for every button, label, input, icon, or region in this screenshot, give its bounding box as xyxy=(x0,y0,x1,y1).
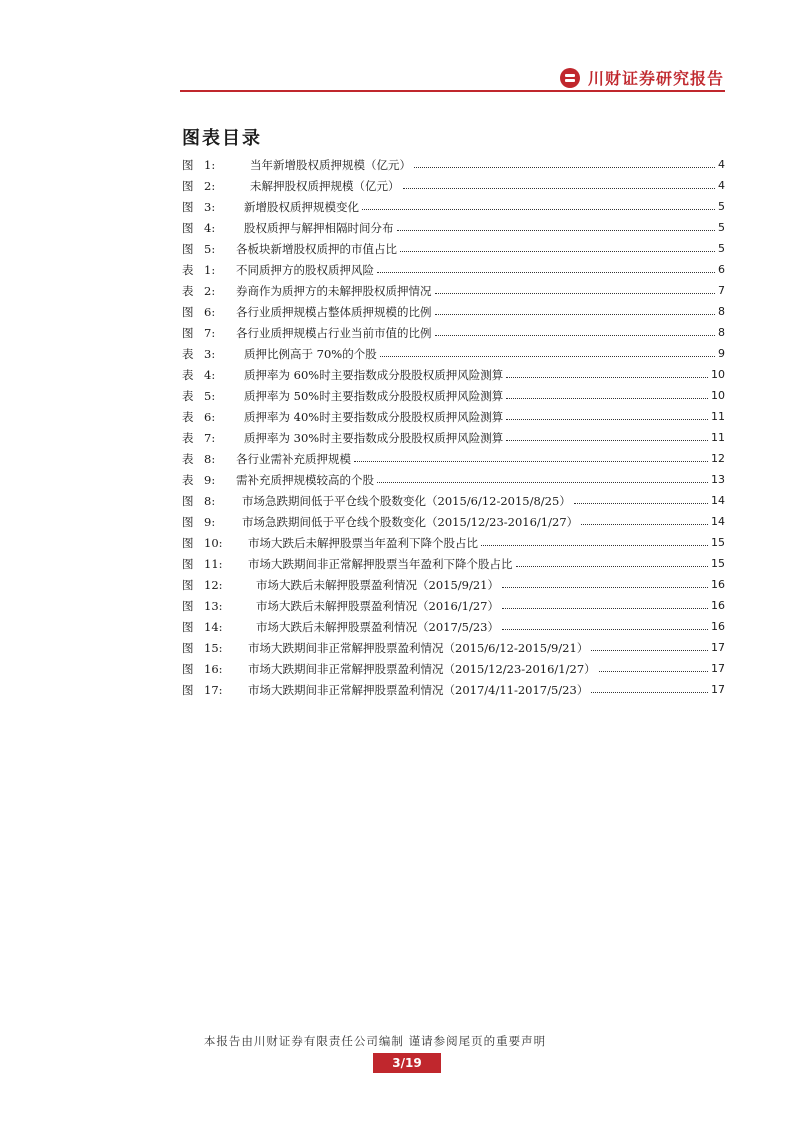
toc-entry[interactable] xyxy=(182,490,725,511)
toc-entry-type: 图 xyxy=(182,661,194,676)
toc-entry-number: 2: xyxy=(204,283,216,298)
toc-dot-leader xyxy=(362,209,715,210)
toc-entry-type: 图 xyxy=(182,178,194,193)
toc-entry[interactable] xyxy=(182,238,725,259)
toc-entry[interactable] xyxy=(182,259,725,280)
toc-entry-type: 图 xyxy=(182,556,194,571)
toc-entry[interactable] xyxy=(182,301,725,322)
toc-entry-type: 图 xyxy=(182,304,194,319)
toc-entry-title: 质押率为 60%时主要指数成分股股权质押风险测算 xyxy=(244,367,504,382)
toc-entry[interactable] xyxy=(182,637,725,658)
toc-entry-number: 11: xyxy=(204,556,223,571)
toc-entry-number: 16: xyxy=(204,661,223,676)
toc-entry-number: 2: xyxy=(204,178,216,193)
toc-dot-leader xyxy=(414,167,715,168)
toc-entry-type: 图 xyxy=(182,220,194,235)
toc-entry-page: 10 xyxy=(711,389,725,402)
toc-entry-type: 表 xyxy=(182,409,194,424)
toc-dot-leader xyxy=(377,482,708,483)
toc-entry[interactable] xyxy=(182,448,725,469)
toc-entry-title: 未解押股权质押规模（亿元） xyxy=(250,178,400,193)
toc-dot-leader xyxy=(502,629,708,630)
toc-entry-title: 质押率为 30%时主要指数成分股股权质押风险测算 xyxy=(244,430,504,445)
toc-entry-type: 图 xyxy=(182,682,194,697)
toc-entry-type: 图 xyxy=(182,157,194,172)
toc-dot-leader xyxy=(506,440,708,441)
toc-entry-number: 3: xyxy=(204,346,216,361)
header-divider xyxy=(180,90,725,92)
toc-entry[interactable] xyxy=(182,406,725,427)
toc-entry-title: 质押率为 50%时主要指数成分股股权质押风险测算 xyxy=(244,388,504,403)
toc-entry-page: 5 xyxy=(718,221,725,234)
toc-entry-number: 10: xyxy=(204,535,223,550)
toc-entry-type: 图 xyxy=(182,535,194,550)
toc-entry-title: 当年新增股权质押规模（亿元） xyxy=(250,157,411,172)
toc-entry-title: 券商作为质押方的未解押股权质押情况 xyxy=(236,283,432,298)
toc-entry-page: 11 xyxy=(711,410,725,423)
toc-dot-leader xyxy=(502,587,708,588)
toc-entry[interactable] xyxy=(182,322,725,343)
toc-entry-number: 3: xyxy=(204,199,216,214)
toc-entry-number: 14: xyxy=(204,619,223,634)
toc-entry-number: 9: xyxy=(204,472,216,487)
toc-entry[interactable] xyxy=(182,553,725,574)
toc-entry-type: 表 xyxy=(182,367,194,382)
toc-entry-title: 市场大跌后未解押股票盈利情况（2017/5/23） xyxy=(256,619,499,634)
toc-dot-leader xyxy=(599,671,708,672)
toc-entry-page: 13 xyxy=(711,473,725,486)
toc-dot-leader xyxy=(377,272,715,273)
toc-entry[interactable] xyxy=(182,469,725,490)
toc-dot-leader xyxy=(516,566,709,567)
toc-entry-number: 4: xyxy=(204,220,216,235)
toc-entry-type: 表 xyxy=(182,388,194,403)
toc-entry-type: 表 xyxy=(182,262,194,277)
report-brand xyxy=(560,66,724,89)
toc-entry-type: 图 xyxy=(182,598,194,613)
toc-entry-number: 7: xyxy=(204,325,216,340)
toc-entry-type: 表 xyxy=(182,451,194,466)
toc-dot-leader xyxy=(435,293,716,294)
toc-entry-title: 各行业质押规模占行业当前市值的比例 xyxy=(236,325,432,340)
toc-entry-title: 新增股权质押规模变化 xyxy=(244,199,359,214)
toc-entry[interactable] xyxy=(182,154,725,175)
toc-dot-leader xyxy=(574,503,708,504)
toc-entry-title: 市场大跌期间非正常解押股票盈利情况（2015/6/12-2015/9/21） xyxy=(248,640,589,655)
toc-entry[interactable] xyxy=(182,175,725,196)
toc-entry-title: 市场大跌期间非正常解押股票当年盈利下降个股占比 xyxy=(248,556,513,571)
toc-dot-leader xyxy=(506,377,708,378)
toc-entry-type: 图 xyxy=(182,577,194,592)
toc-entry-number: 4: xyxy=(204,367,216,382)
toc-entry-title: 市场急跌期间低于平仓线个股数变化（2015/6/12-2015/8/25） xyxy=(242,493,571,508)
toc-entry[interactable] xyxy=(182,679,725,700)
toc-entry-page: 17 xyxy=(711,641,725,654)
toc-entry-title: 市场急跌期间低于平仓线个股数变化（2015/12/23-2016/1/27） xyxy=(242,514,579,529)
toc-entry-page: 15 xyxy=(711,557,725,570)
toc-dot-leader xyxy=(354,461,708,462)
toc-entry-number: 5: xyxy=(204,241,216,256)
toc-dot-leader xyxy=(591,650,708,651)
toc-entry-type: 图 xyxy=(182,493,194,508)
toc-entry-page: 16 xyxy=(711,578,725,591)
toc-entry-number: 8: xyxy=(204,451,216,466)
toc-entry-page: 11 xyxy=(711,431,725,444)
toc-entry[interactable] xyxy=(182,574,725,595)
toc-entry-title: 市场大跌期间非正常解押股票盈利情况（2017/4/11-2017/5/23） xyxy=(248,682,589,697)
toc-entry-page: 4 xyxy=(718,179,725,192)
toc-entry[interactable] xyxy=(182,427,725,448)
brand-name: 川财证券研究报告 xyxy=(587,69,724,88)
toc-entry-title: 需补充质押规模较高的个股 xyxy=(236,472,374,487)
toc-entry-type: 表 xyxy=(182,472,194,487)
toc-dot-leader xyxy=(403,188,716,189)
toc-list xyxy=(182,154,725,700)
toc-entry-page: 16 xyxy=(711,599,725,612)
toc-entry-type: 图 xyxy=(182,640,194,655)
toc-entry-title: 各板块新增股权质押的市值占比 xyxy=(236,241,397,256)
toc-entry-number: 1: xyxy=(204,262,216,277)
toc-entry-page: 12 xyxy=(711,452,725,465)
toc-entry-page: 6 xyxy=(718,263,725,276)
toc-dot-leader xyxy=(481,545,708,546)
toc-entry-title: 股权质押与解押相隔时间分布 xyxy=(244,220,394,235)
toc-dot-leader xyxy=(435,314,716,315)
toc-dot-leader xyxy=(502,608,708,609)
toc-entry-title: 各行业需补充质押规模 xyxy=(236,451,351,466)
toc-entry-page: 4 xyxy=(718,158,725,171)
toc-entry-number: 7: xyxy=(204,430,216,445)
toc-entry-number: 6: xyxy=(204,304,216,319)
toc-entry-page: 16 xyxy=(711,620,725,633)
toc-entry-type: 图 xyxy=(182,325,194,340)
toc-entry-title: 质押率为 40%时主要指数成分股股权质押风险测算 xyxy=(244,409,504,424)
page-number-badge: 3/19 xyxy=(373,1053,441,1073)
toc-entry-type: 图 xyxy=(182,619,194,634)
toc-entry-number: 15: xyxy=(204,640,223,655)
toc-entry-title: 不同质押方的股权质押风险 xyxy=(236,262,374,277)
footer-disclaimer: 本报告由川财证券有限责任公司编制 谨请参阅尾页的重要声明 xyxy=(203,1034,547,1048)
toc-entry-number: 17: xyxy=(204,682,223,697)
toc-entry-page: 8 xyxy=(718,326,725,339)
toc-entry-number: 13: xyxy=(204,598,223,613)
toc-entry-type: 图 xyxy=(182,199,194,214)
toc-entry-number: 5: xyxy=(204,388,216,403)
chuancai-logo-icon xyxy=(560,68,580,88)
toc-entry-page: 17 xyxy=(711,662,725,675)
toc-entry[interactable] xyxy=(182,217,725,238)
toc-entry-title: 市场大跌后未解押股票当年盈利下降个股占比 xyxy=(248,535,478,550)
toc-entry-page: 15 xyxy=(711,536,725,549)
toc-entry-page: 14 xyxy=(711,515,725,528)
toc-entry-page: 10 xyxy=(711,368,725,381)
toc-entry[interactable] xyxy=(182,196,725,217)
toc-entry[interactable] xyxy=(182,532,725,553)
toc-entry-number: 12: xyxy=(204,577,223,592)
toc-dot-leader xyxy=(397,230,716,231)
toc-entry-page: 5 xyxy=(718,200,725,213)
toc-entry-title: 市场大跌期间非正常解押股票盈利情况（2015/12/23-2016/1/27） xyxy=(248,661,596,676)
toc-dot-leader xyxy=(380,356,715,357)
toc-entry[interactable] xyxy=(182,343,725,364)
toc-entry[interactable] xyxy=(182,595,725,616)
toc-entry-title: 市场大跌后未解押股票盈利情况（2016/1/27） xyxy=(256,598,499,613)
toc-entry-number: 6: xyxy=(204,409,216,424)
toc-entry[interactable] xyxy=(182,616,725,637)
toc-entry-number: 8: xyxy=(204,493,216,508)
toc-entry-page: 17 xyxy=(711,683,725,696)
toc-entry-type: 图 xyxy=(182,514,194,529)
toc-dot-leader xyxy=(506,419,708,420)
toc-dot-leader xyxy=(581,524,708,525)
toc-entry-page: 7 xyxy=(718,284,725,297)
toc-entry-page: 5 xyxy=(718,242,725,255)
toc-entry-type: 表 xyxy=(182,430,194,445)
toc-dot-leader xyxy=(506,398,708,399)
toc-entry-page: 9 xyxy=(718,347,725,360)
toc-dot-leader xyxy=(591,692,708,693)
toc-entry[interactable] xyxy=(182,385,725,406)
toc-entry-type: 表 xyxy=(182,346,194,361)
toc-entry-type: 图 xyxy=(182,241,194,256)
toc-dot-leader xyxy=(400,251,715,252)
toc-entry-title: 市场大跌后未解押股票盈利情况（2015/9/21） xyxy=(256,577,499,592)
toc-entry-number: 9: xyxy=(204,514,216,529)
toc-entry-type: 表 xyxy=(182,283,194,298)
toc-entry-number: 1: xyxy=(204,157,216,172)
toc-entry-page: 8 xyxy=(718,305,725,318)
toc-entry-title: 各行业质押规模占整体质押规模的比例 xyxy=(236,304,432,319)
toc-entry[interactable] xyxy=(182,280,725,301)
toc-entry-title: 质押比例高于 70%的个股 xyxy=(244,346,377,361)
toc-entry[interactable] xyxy=(182,658,725,679)
toc-entry-page: 14 xyxy=(711,494,725,507)
toc-dot-leader xyxy=(435,335,716,336)
toc-title: 图表目录 xyxy=(182,128,262,149)
toc-entry[interactable] xyxy=(182,511,725,532)
toc-entry[interactable] xyxy=(182,364,725,385)
